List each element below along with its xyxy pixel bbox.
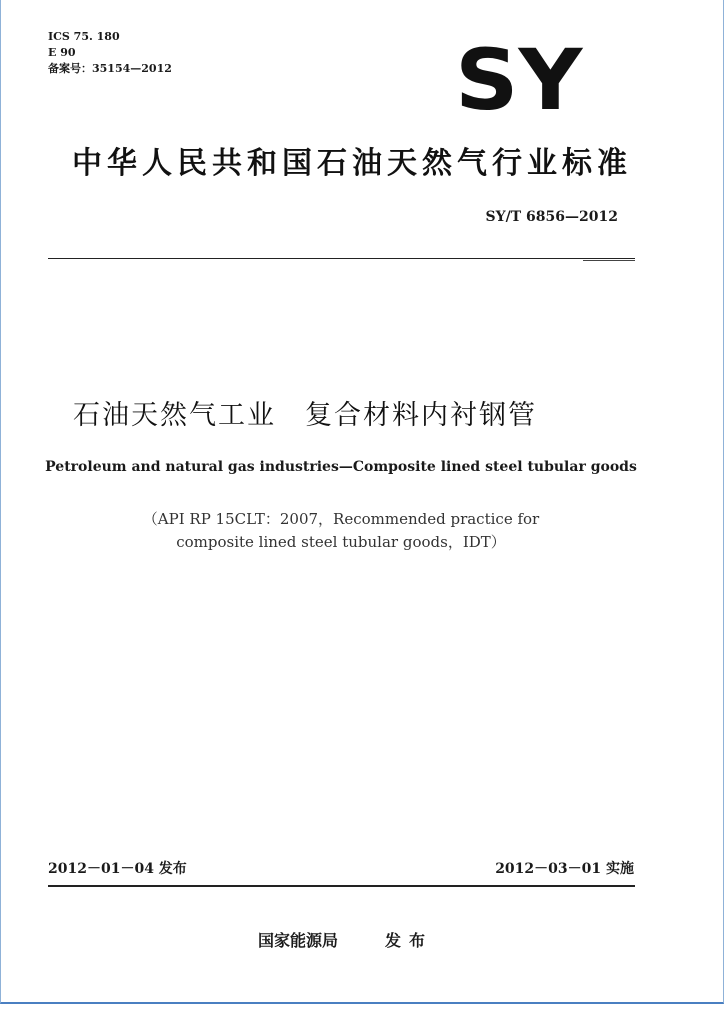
header-divider [48,258,635,259]
issuer-name: 国家能源局 [258,931,339,950]
reference-line-1: （API RP 15CLT：2007，Recommended practice for [142,510,540,528]
standard-number: SY/T 6856—2012 [485,209,618,225]
issue-date: 2012－01－04 发布 [48,861,187,877]
sy-logo: SY [455,31,583,129]
standard-title: 中华人民共和国石油天然气行业标准 [72,146,632,181]
footer-divider [48,885,635,887]
header-divider-accent [583,260,635,261]
ics-code: ICS 75. 180 [48,30,120,43]
classification-block [48,29,172,77]
implementation-date: 2012－03－01 实施 [495,861,634,877]
issuer-action: 发布 [385,931,434,950]
reference-note [0,508,682,554]
document-title-en: Petroleum and natural gas industries—Composite lined steel tubular goods [45,459,637,475]
document-title-zh: 石油天然气工业 复合材料内衬钢管 [73,400,537,431]
record-number: 备案号：35154—2012 [48,62,172,75]
category-code: E 90 [48,46,76,59]
reference-line-2: composite lined steel tubular goods，IDT） [176,533,506,551]
